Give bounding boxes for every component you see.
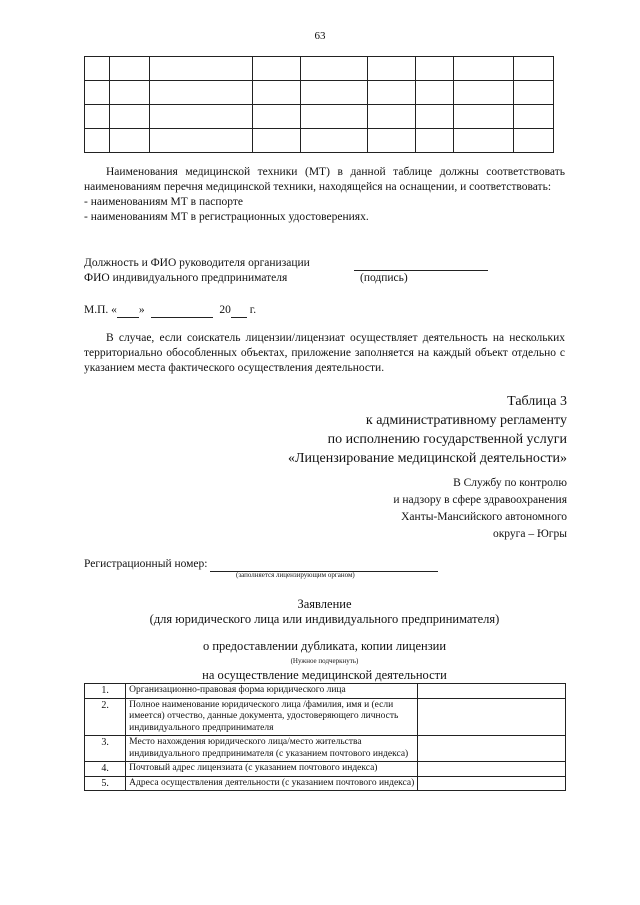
table3-service: по исполнению государственной услуги (327, 432, 567, 447)
grid-cell (454, 129, 514, 153)
application-heading (84, 597, 565, 627)
form-row-label: Организационно-правовая форма юридического лица (126, 684, 418, 699)
media-technique-table (84, 56, 554, 153)
grid-cell (514, 81, 554, 105)
table3-header (240, 392, 567, 468)
grid-cell (252, 105, 300, 129)
note-paragraph: Наименования медицинской техники (МТ) в данной таблице должны соответствовать наименованиям перечня медицинской техники, находящейся на оснащении, и соответствовать: (84, 166, 565, 193)
grid-cell (300, 129, 368, 153)
signature-block (84, 256, 565, 286)
grid-cell (300, 105, 368, 129)
addressee-block (300, 475, 567, 543)
year-blank (231, 306, 247, 318)
grid-cell (416, 57, 454, 81)
form-row-label: Почтовый адрес лицензиата (с указанием почтового индекса) (126, 762, 418, 777)
signature-line2: ФИО индивидуального предпринимателя (84, 272, 288, 284)
table3-title: Таблица 3 (507, 394, 567, 409)
grid-cell (300, 81, 368, 105)
form-row-label: Место нахождения юридического лица/место жительства индивидуального предпринимателя (с указанием почтового индекса) (126, 736, 418, 762)
grid-cell (149, 105, 252, 129)
application-hint: (Нужное подчеркнуть) (290, 657, 359, 665)
grid-cell (252, 57, 300, 81)
form-row-label: Полное наименование юридического лица /фамилия, имя и (если имеется) отчество, данные документа, удостоверяющего личность индивидуального предпринимателя (126, 698, 418, 736)
form-row-number: 2. (85, 698, 126, 736)
month-blank (151, 306, 213, 318)
form-row-value-field[interactable] (418, 698, 566, 736)
page-number: 63 (314, 30, 326, 42)
addressee-line2: и надзору в сфере здравоохранения (393, 494, 567, 506)
stamp-date-line (84, 303, 384, 318)
application-title: Заявление (297, 597, 352, 611)
grid-cell (109, 105, 149, 129)
grid-cell (252, 129, 300, 153)
form-row-value-field[interactable] (418, 684, 566, 699)
form-row-label: Адреса осуществления деятельности (с указанием почтового индекса) (126, 776, 418, 791)
form-row (85, 736, 566, 762)
grid-cell (454, 57, 514, 81)
grid-cell (149, 129, 252, 153)
form-row-number: 4. (85, 762, 126, 777)
day-blank (117, 306, 139, 318)
grid-cell (109, 81, 149, 105)
grid-cell (416, 129, 454, 153)
grid-cell (368, 105, 416, 129)
form-row-value-field[interactable] (418, 776, 566, 791)
mt-naming-note (84, 165, 565, 225)
grid-cell (514, 105, 554, 129)
note-item-registration: - наименованиям МТ в регистрационных удостоверениях. (84, 211, 369, 223)
registration-number (84, 557, 484, 572)
multi-site-note: В случае, если соискатель лицензии/лицензиат осуществляет деятельность на нескольких территориально обособленных объектах, приложение заполняется на каждый объект отдельно с указанием места фактического осуществления деятельности. (84, 332, 565, 374)
note-item-passport: - наименованиям МТ в паспорте (84, 196, 243, 208)
form-row-number: 5. (85, 776, 126, 791)
addressee-line1: В Службу по контролю (453, 477, 567, 489)
grid-cell (368, 81, 416, 105)
form-row (85, 776, 566, 791)
grid-cell (514, 57, 554, 81)
stamp-quote-close: » (138, 304, 145, 316)
grid-row (85, 105, 554, 129)
form-row-number: 3. (85, 736, 126, 762)
stamp-mp: М.П. « (84, 304, 117, 316)
grid-cell (85, 129, 110, 153)
table3-regulation: к административному регламенту (365, 413, 567, 428)
registration-label: Регистрационный номер: (84, 558, 208, 570)
grid-row (85, 129, 554, 153)
grid-cell (149, 57, 252, 81)
signature-line1: Должность и ФИО руководителя организации (84, 257, 310, 269)
form-row (85, 684, 566, 699)
stamp-year-prefix: 20 (219, 304, 231, 316)
application-subtitle: (для юридического лица или индивидуального предпринимателя) (149, 612, 500, 626)
application-activity: на осуществление медицинской деятельности (202, 668, 447, 682)
grid-cell (85, 57, 110, 81)
stamp-year-suffix: г. (249, 304, 257, 316)
grid-cell (300, 57, 368, 81)
grid-cell (416, 81, 454, 105)
addressee-line3: Ханты-Мансийского автономного (401, 511, 567, 523)
grid-row (85, 81, 554, 105)
grid-cell (85, 105, 110, 129)
form-row-number: 1. (85, 684, 126, 699)
signature-caption: (подпись) (360, 272, 408, 284)
form-row (85, 698, 566, 736)
form-row (85, 762, 566, 777)
grid-cell (416, 105, 454, 129)
table3-service-name: «Лицензирование медицинской деятельности» (288, 451, 567, 466)
grid-cell (454, 81, 514, 105)
addressee-line4: округа – Югры (492, 528, 567, 540)
grid-cell (252, 81, 300, 105)
grid-cell (514, 129, 554, 153)
form-row-value-field[interactable] (418, 736, 566, 762)
form-row-value-field[interactable] (418, 762, 566, 777)
signature-line (354, 256, 488, 271)
application-form-table (84, 683, 566, 791)
registration-hint: (заполняется лицензирующим органом) (236, 571, 355, 579)
grid-cell (368, 57, 416, 81)
grid-cell (109, 57, 149, 81)
grid-cell (368, 129, 416, 153)
grid-cell (109, 129, 149, 153)
grid-cell (85, 81, 110, 105)
grid-cell (149, 81, 252, 105)
application-subject: о предоставлении дубликата, копии лицензии (202, 639, 447, 653)
grid-row (85, 57, 554, 81)
grid-cell (454, 105, 514, 129)
